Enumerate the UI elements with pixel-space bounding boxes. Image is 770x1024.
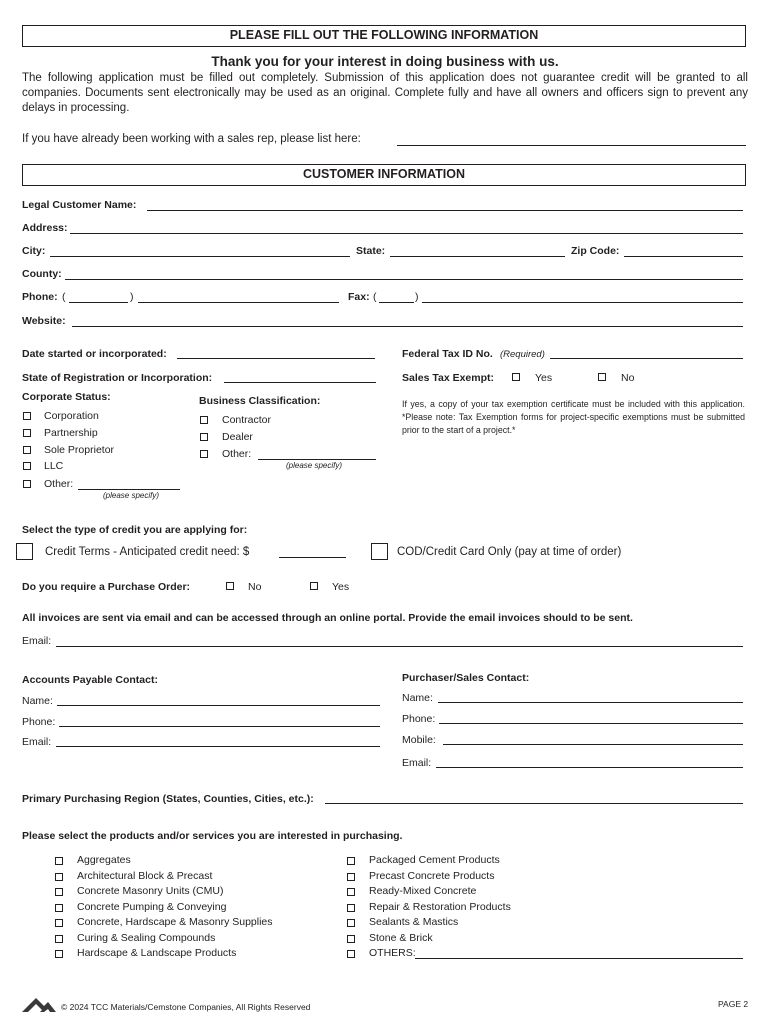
product-checkbox[interactable] [55, 873, 63, 881]
corp-other-field[interactable] [78, 489, 180, 490]
ps-contact-title: Purchaser/Sales Contact: [402, 672, 530, 684]
product-checkbox[interactable] [55, 919, 63, 927]
ps-phone-label: Phone: [402, 713, 436, 725]
federal-tax-field[interactable] [550, 358, 743, 359]
intro-paragraph: The following application must be filled out completely. Submission of this application does not guarantee credit will be granted to all companies. Documents sent electronically may be used as an original. Complete fully and have all owners and officers sign to prevent any delays in processing. [22, 72, 748, 114]
cod-label: COD/Credit Card Only (pay at time of order) [397, 546, 622, 558]
product-label: OTHERS: [369, 947, 416, 959]
ap-name-label: Name: [22, 695, 53, 707]
ps-name-field[interactable] [438, 702, 743, 703]
state-label: State: [356, 245, 386, 257]
contractor-label: Contractor [222, 414, 272, 426]
dealer-checkbox[interactable] [200, 433, 208, 441]
corp-other-specify: (please specify) [103, 491, 160, 500]
product-checkbox[interactable] [55, 904, 63, 912]
product-label: Concrete, Hardscape & Masonry Supplies [77, 916, 273, 928]
required-note: (Required) [500, 349, 545, 360]
credit-terms-label: Credit Terms - Anticipated credit need: $ [45, 546, 250, 558]
product-checkbox[interactable] [55, 950, 63, 958]
zip-field[interactable] [624, 256, 743, 257]
product-checkbox[interactable] [347, 950, 355, 958]
product-checkbox[interactable] [347, 888, 355, 896]
sales-rep-label: If you have already been working with a sales rep, please list here: [22, 133, 361, 145]
partnership-label: Partnership [44, 427, 98, 439]
corporation-checkbox[interactable] [23, 412, 31, 420]
product-label: Stone & Brick [369, 932, 433, 944]
purchase-order-label: Do you require a Purchase Order: [22, 581, 191, 593]
phone-paren-close: ) [130, 291, 134, 303]
credit-type-label: Select the type of credit you are applying for: [22, 524, 248, 536]
ps-name-label: Name: [402, 692, 433, 704]
customer-info-title: CUSTOMER INFORMATION [302, 167, 466, 181]
legal-name-label: Legal Customer Name: [22, 199, 137, 211]
city-field[interactable] [50, 256, 350, 257]
sales-tax-label: Sales Tax Exempt: [402, 372, 495, 384]
invoice-email-field[interactable] [56, 646, 743, 647]
sales-tax-no-label: No [621, 372, 635, 384]
state-reg-field[interactable] [224, 382, 376, 383]
mountain-logo-icon [22, 994, 56, 1012]
product-label: Curing & Sealing Compounds [77, 932, 216, 944]
invoices-note: All invoices are sent via email and can be accessed through an online portal. Provide the email invoices should to be sent. [22, 612, 633, 624]
fax-paren-open: ( [373, 291, 377, 303]
thank-you-heading: Thank you for your interest in doing business with us. [211, 54, 559, 69]
invoice-email-label: Email: [22, 635, 52, 647]
region-label: Primary Purchasing Region (States, Counties, Cities, etc.): [22, 793, 314, 805]
ps-mobile-field[interactable] [443, 744, 743, 745]
corporate-status-label: Corporate Status: [22, 391, 111, 403]
ap-phone-label: Phone: [22, 716, 56, 728]
website-field[interactable] [72, 326, 743, 327]
state-field[interactable] [390, 256, 565, 257]
product-checkbox[interactable] [55, 935, 63, 943]
sales-tax-yes-checkbox[interactable] [512, 373, 520, 381]
phone-paren-open: ( [62, 291, 66, 303]
product-checkbox[interactable] [347, 935, 355, 943]
class-other-specify: (please specify) [286, 461, 343, 470]
ps-email-field[interactable] [436, 767, 743, 768]
customer-info-box [22, 164, 746, 186]
corp-other-label: Other: [44, 478, 74, 490]
page-header-title: PLEASE FILL OUT THE FOLLOWING INFORMATION [229, 28, 539, 42]
class-other-label: Other: [222, 448, 252, 460]
address-field[interactable] [70, 233, 743, 234]
product-label: Repair & Restoration Products [369, 901, 511, 913]
tax-exemption-note: If yes, a copy of your tax exemption certificate must be included with this application. *Please note: Tax Exemption forms for project-specific exemptions must be submitted prior to the start of a project.* [402, 399, 745, 435]
phone-number-field[interactable] [138, 302, 339, 303]
ap-contact-title: Accounts Payable Contact: [22, 674, 158, 686]
product-checkbox[interactable] [347, 904, 355, 912]
llc-checkbox[interactable] [23, 462, 31, 470]
llc-label: LLC [44, 460, 64, 472]
fax-area-field[interactable] [379, 302, 414, 303]
product-label: Hardscape & Landscape Products [77, 947, 237, 959]
footer-page-number: PAGE 2 [718, 999, 749, 1009]
date-started-field[interactable] [177, 358, 375, 359]
ps-mobile-label: Mobile: [402, 734, 436, 746]
credit-amount-field[interactable] [279, 557, 346, 558]
fax-number-field[interactable] [422, 302, 743, 303]
ps-phone-field[interactable] [439, 723, 743, 724]
cod-checkbox[interactable] [371, 543, 388, 560]
footer-copyright: © 2024 TCC Materials/Cemstone Companies, All Rights Reserved [61, 1002, 311, 1012]
zip-label: Zip Code: [571, 245, 620, 257]
sales-tax-yes-label: Yes [535, 372, 553, 384]
ap-name-field[interactable] [57, 705, 380, 706]
contractor-checkbox[interactable] [200, 416, 208, 424]
phone-label: Phone: [22, 291, 58, 303]
sole-proprietor-label: Sole Proprietor [44, 444, 115, 456]
sales-rep-field[interactable] [397, 145, 746, 146]
po-no-checkbox[interactable] [226, 582, 234, 590]
county-label: County: [22, 268, 62, 280]
county-field[interactable] [65, 279, 743, 280]
product-checkbox[interactable] [347, 919, 355, 927]
date-started-label: Date started or incorporated: [22, 348, 167, 360]
product-label: Architectural Block & Precast [77, 870, 213, 882]
product-label: Aggregates [77, 854, 131, 866]
city-label: City: [22, 245, 46, 257]
product-label: Packaged Cement Products [369, 854, 500, 866]
product-checkbox[interactable] [55, 857, 63, 865]
sales-tax-no-checkbox[interactable] [598, 373, 606, 381]
po-yes-label: Yes [332, 581, 350, 593]
address-label: Address: [22, 222, 68, 234]
credit-terms-checkbox[interactable] [16, 543, 33, 560]
product-label: Concrete Pumping & Conveying [77, 901, 227, 913]
website-label: Website: [22, 315, 66, 327]
others-field[interactable] [415, 958, 743, 959]
fax-paren-close: ) [415, 291, 419, 303]
product-label: Precast Concrete Products [369, 870, 495, 882]
federal-tax-label: Federal Tax ID No. [402, 348, 493, 360]
ap-email-label: Email: [22, 736, 52, 748]
phone-area-field[interactable] [69, 302, 128, 303]
fax-label: Fax: [348, 291, 370, 303]
ap-email-field[interactable] [56, 746, 380, 747]
state-reg-label: State of Registration or Incorporation: [22, 372, 213, 384]
ap-phone-field[interactable] [59, 726, 380, 727]
corporation-label: Corporation [44, 410, 99, 422]
product-label: Concrete Masonry Units (CMU) [77, 885, 224, 897]
region-field[interactable] [325, 803, 743, 804]
product-checkbox[interactable] [347, 873, 355, 881]
class-other-field[interactable] [258, 459, 376, 460]
partnership-checkbox[interactable] [23, 429, 31, 437]
product-label: Sealants & Mastics [369, 916, 459, 928]
page-header-box [22, 25, 746, 47]
dealer-label: Dealer [222, 431, 253, 443]
ps-email-label: Email: [402, 757, 432, 769]
product-checkbox[interactable] [347, 857, 355, 865]
sole-proprietor-checkbox[interactable] [23, 446, 31, 454]
product-checkbox[interactable] [55, 888, 63, 896]
po-yes-checkbox[interactable] [310, 582, 318, 590]
corp-other-checkbox[interactable] [23, 480, 31, 488]
business-class-label: Business Classification: [199, 395, 321, 407]
product-label: Ready-Mixed Concrete [369, 885, 477, 897]
po-no-label: No [248, 581, 262, 593]
legal-name-field[interactable] [147, 210, 743, 211]
class-other-checkbox[interactable] [200, 450, 208, 458]
products-label: Please select the products and/or services you are interested in purchasing. [22, 830, 403, 842]
